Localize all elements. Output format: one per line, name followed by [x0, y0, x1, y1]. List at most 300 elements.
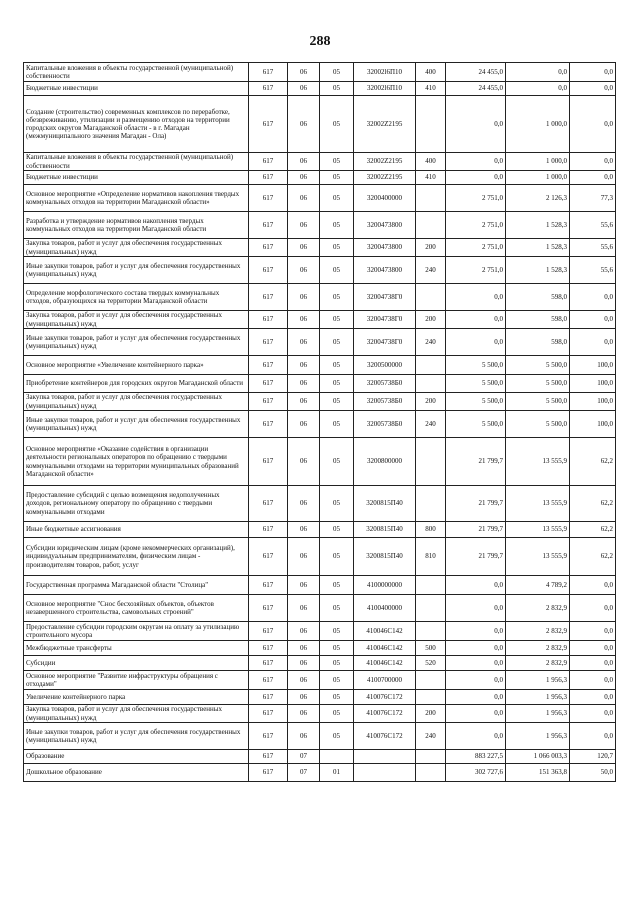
admin-code-cell: 617 — [249, 522, 288, 538]
section-code-cell: 06 — [288, 411, 320, 438]
row-name-cell: Основное мероприятие «Оказание содействия в организации деятельности региональных операторов по обращению с твердыми коммунальными отходами на территории муниципальных образований Магаданской области» — [24, 438, 249, 486]
expense-type-cell: 400 — [416, 63, 446, 82]
fact-amount-cell: 5 500,0 — [506, 356, 570, 375]
table-row — [24, 595, 616, 622]
plan-amount-cell: 5 500,0 — [446, 393, 506, 411]
row-name-cell: Субсидии — [24, 656, 249, 671]
admin-code-cell: 617 — [249, 171, 288, 185]
row-name-cell: Межбюджетные трансферты — [24, 641, 249, 656]
fact-amount-cell: 598,0 — [506, 329, 570, 356]
plan-amount-cell: 883 227,5 — [446, 750, 506, 764]
target-article-cell — [354, 764, 416, 782]
fact-amount-cell: 13 555,9 — [506, 438, 570, 486]
admin-code-cell: 617 — [249, 723, 288, 750]
percent-cell: 0,0 — [570, 723, 616, 750]
target-article-cell: 3200473800 — [354, 239, 416, 257]
expense-type-cell — [416, 212, 446, 239]
target-article-cell: 3200473800 — [354, 212, 416, 239]
fact-amount-cell: 1 956,3 — [506, 723, 570, 750]
table-row — [24, 705, 616, 723]
table-row — [24, 656, 616, 671]
target-article-cell: 32002l6П10 — [354, 82, 416, 96]
percent-cell: 62,2 — [570, 522, 616, 538]
section-code-cell: 06 — [288, 63, 320, 82]
section-code-cell: 06 — [288, 641, 320, 656]
row-name-cell: Предоставление субсидии городским округам на оплату за утилизацию строительного мусора — [24, 622, 249, 641]
fact-amount-cell: 4 789,2 — [506, 576, 570, 595]
admin-code-cell: 617 — [249, 356, 288, 375]
subsection-code-cell: 05 — [320, 63, 354, 82]
target-article-cell: 32002Z2195 — [354, 96, 416, 153]
expense-type-cell: 240 — [416, 723, 446, 750]
plan-amount-cell: 0,0 — [446, 671, 506, 690]
expense-type-cell — [416, 690, 446, 705]
admin-code-cell: 617 — [249, 486, 288, 522]
table-row — [24, 153, 616, 171]
fact-amount-cell: 13 555,9 — [506, 486, 570, 522]
target-article-cell: 32002Z2195 — [354, 171, 416, 185]
section-code-cell: 06 — [288, 393, 320, 411]
subsection-code-cell: 05 — [320, 522, 354, 538]
table-row — [24, 239, 616, 257]
row-name-cell: Иные закупки товаров, работ и услуг для обеспечения государственных (муниципальных) нужд — [24, 257, 249, 284]
percent-cell: 62,2 — [570, 486, 616, 522]
expense-type-cell: 800 — [416, 522, 446, 538]
target-article-cell: 32002Z2195 — [354, 153, 416, 171]
table-row — [24, 438, 616, 486]
section-code-cell: 06 — [288, 375, 320, 393]
row-name-cell: Определение морфологического состава твердых коммунальных отходов, образующихся на территории Магаданской области — [24, 284, 249, 311]
table-row — [24, 257, 616, 284]
subsection-code-cell: 05 — [320, 705, 354, 723]
row-name-cell: Закупка товаров, работ и услуг для обеспечения государственных (муниципальных) нужд — [24, 705, 249, 723]
section-code-cell: 06 — [288, 576, 320, 595]
table-row — [24, 538, 616, 576]
row-name-cell: Основное мероприятие "Снос бесхозяйных объектов, объектов незавершенного строительства, самовольных строений" — [24, 595, 249, 622]
expense-type-cell — [416, 750, 446, 764]
fact-amount-cell: 1 000,0 — [506, 96, 570, 153]
admin-code-cell: 617 — [249, 671, 288, 690]
admin-code-cell: 617 — [249, 257, 288, 284]
target-article-cell: 4100400000 — [354, 595, 416, 622]
subsection-code-cell: 05 — [320, 375, 354, 393]
subsection-code-cell: 05 — [320, 329, 354, 356]
percent-cell: 0,0 — [570, 622, 616, 641]
row-name-cell: Бюджетные инвестиции — [24, 82, 249, 96]
subsection-code-cell: 05 — [320, 641, 354, 656]
row-name-cell: Иные закупки товаров, работ и услуг для обеспечения государственных (муниципальных) нужд — [24, 329, 249, 356]
plan-amount-cell: 0,0 — [446, 622, 506, 641]
plan-amount-cell: 5 500,0 — [446, 411, 506, 438]
row-name-cell: Иные закупки товаров, работ и услуг для обеспечения государственных (муниципальных) нужд — [24, 411, 249, 438]
subsection-code-cell: 05 — [320, 171, 354, 185]
target-article-cell: 410076С172 — [354, 690, 416, 705]
target-article-cell: 410046С142 — [354, 622, 416, 641]
target-article-cell: 32005738Б0 — [354, 375, 416, 393]
fact-amount-cell: 2 832,9 — [506, 622, 570, 641]
percent-cell: 50,0 — [570, 764, 616, 782]
row-name-cell: Увеличение контейнерного парка — [24, 690, 249, 705]
percent-cell: 0,0 — [570, 153, 616, 171]
section-code-cell: 06 — [288, 96, 320, 153]
plan-amount-cell: 5 500,0 — [446, 356, 506, 375]
section-code-cell: 06 — [288, 656, 320, 671]
table-row — [24, 171, 616, 185]
plan-amount-cell: 21 799,7 — [446, 486, 506, 522]
expense-type-cell — [416, 576, 446, 595]
fact-amount-cell: 5 500,0 — [506, 393, 570, 411]
target-article-cell: 4100000000 — [354, 576, 416, 595]
admin-code-cell: 617 — [249, 239, 288, 257]
row-name-cell: Иные бюджетные ассигнования — [24, 522, 249, 538]
table-row — [24, 690, 616, 705]
section-code-cell: 07 — [288, 750, 320, 764]
fact-amount-cell: 13 555,9 — [506, 538, 570, 576]
plan-amount-cell: 2 751,0 — [446, 257, 506, 284]
percent-cell: 0,0 — [570, 656, 616, 671]
table-row — [24, 284, 616, 311]
expense-type-cell: 410 — [416, 82, 446, 96]
admin-code-cell: 617 — [249, 576, 288, 595]
admin-code-cell: 617 — [249, 311, 288, 329]
row-name-cell: Закупка товаров, работ и услуг для обеспечения государственных (муниципальных) нужд — [24, 393, 249, 411]
table-row — [24, 671, 616, 690]
table-row — [24, 723, 616, 750]
fact-amount-cell: 1 528,3 — [506, 257, 570, 284]
target-article-cell — [354, 750, 416, 764]
subsection-code-cell: 05 — [320, 153, 354, 171]
plan-amount-cell: 0,0 — [446, 656, 506, 671]
admin-code-cell: 617 — [249, 96, 288, 153]
plan-amount-cell: 0,0 — [446, 576, 506, 595]
expense-type-cell — [416, 375, 446, 393]
subsection-code-cell: 05 — [320, 538, 354, 576]
expense-type-cell: 240 — [416, 257, 446, 284]
target-article-cell: 4100700000 — [354, 671, 416, 690]
target-article-cell: 3200815П40 — [354, 522, 416, 538]
percent-cell: 0,0 — [570, 329, 616, 356]
plan-amount-cell: 2 751,0 — [446, 239, 506, 257]
plan-amount-cell: 0,0 — [446, 329, 506, 356]
row-name-cell: Создание (строительство) современных комплексов по переработке, обезвреживанию, утилизации и размещению отходов на территории городских округов Магаданской области - в г. Магадан (межмуниципального значения Магадан - Ола) — [24, 96, 249, 153]
percent-cell: 55,6 — [570, 212, 616, 239]
expense-type-cell — [416, 671, 446, 690]
table-row — [24, 576, 616, 595]
table-row — [24, 375, 616, 393]
section-code-cell: 06 — [288, 595, 320, 622]
expense-type-cell: 810 — [416, 538, 446, 576]
subsection-code-cell: 05 — [320, 82, 354, 96]
target-article-cell: 32004738Г0 — [354, 311, 416, 329]
subsection-code-cell: 05 — [320, 96, 354, 153]
fact-amount-cell: 1 956,3 — [506, 671, 570, 690]
subsection-code-cell: 05 — [320, 393, 354, 411]
fact-amount-cell: 2 832,9 — [506, 656, 570, 671]
admin-code-cell: 617 — [249, 705, 288, 723]
section-code-cell: 06 — [288, 438, 320, 486]
row-name-cell: Капитальные вложения в объекты государственной (муниципальной) собственности — [24, 153, 249, 171]
admin-code-cell: 617 — [249, 63, 288, 82]
plan-amount-cell: 0,0 — [446, 641, 506, 656]
plan-amount-cell: 0,0 — [446, 723, 506, 750]
percent-cell: 55,6 — [570, 257, 616, 284]
plan-amount-cell: 0,0 — [446, 690, 506, 705]
fact-amount-cell: 151 363,8 — [506, 764, 570, 782]
row-name-cell: Основное мероприятие "Развитие инфраструктуры обращения с отходами" — [24, 671, 249, 690]
admin-code-cell: 617 — [249, 690, 288, 705]
subsection-code-cell: 05 — [320, 185, 354, 212]
subsection-code-cell: 05 — [320, 239, 354, 257]
row-name-cell: Разработка и утверждение нормативов накопления твердых коммунальных отходов на территории Магаданской области — [24, 212, 249, 239]
admin-code-cell: 617 — [249, 284, 288, 311]
section-code-cell: 06 — [288, 705, 320, 723]
percent-cell: 62,2 — [570, 438, 616, 486]
plan-amount-cell: 0,0 — [446, 311, 506, 329]
percent-cell: 0,0 — [570, 96, 616, 153]
expense-type-cell — [416, 96, 446, 153]
expense-type-cell — [416, 622, 446, 641]
subsection-code-cell: 05 — [320, 671, 354, 690]
fact-amount-cell: 5 500,0 — [506, 411, 570, 438]
admin-code-cell: 617 — [249, 622, 288, 641]
subsection-code-cell: 05 — [320, 656, 354, 671]
table-row — [24, 185, 616, 212]
percent-cell: 0,0 — [570, 82, 616, 96]
plan-amount-cell: 24 455,0 — [446, 63, 506, 82]
table-row — [24, 522, 616, 538]
target-article-cell: 32004738Г0 — [354, 284, 416, 311]
target-article-cell: 32005738Б0 — [354, 411, 416, 438]
section-code-cell: 06 — [288, 212, 320, 239]
expense-type-cell: 200 — [416, 705, 446, 723]
table-row — [24, 82, 616, 96]
table-row — [24, 311, 616, 329]
percent-cell: 0,0 — [570, 690, 616, 705]
percent-cell: 0,0 — [570, 311, 616, 329]
percent-cell: 0,0 — [570, 284, 616, 311]
plan-amount-cell: 0,0 — [446, 705, 506, 723]
table-row — [24, 764, 616, 782]
table-row — [24, 750, 616, 764]
plan-amount-cell: 0,0 — [446, 96, 506, 153]
subsection-code-cell: 05 — [320, 438, 354, 486]
expense-type-cell: 410 — [416, 171, 446, 185]
subsection-code-cell: 05 — [320, 212, 354, 239]
subsection-code-cell: 05 — [320, 595, 354, 622]
plan-amount-cell: 5 500,0 — [446, 375, 506, 393]
target-article-cell: 410046С142 — [354, 641, 416, 656]
row-name-cell: Иные закупки товаров, работ и услуг для обеспечения государственных (муниципальных) нужд — [24, 723, 249, 750]
section-code-cell: 06 — [288, 622, 320, 641]
fact-amount-cell: 2 832,9 — [506, 641, 570, 656]
target-article-cell: 3200815П40 — [354, 538, 416, 576]
section-code-cell: 07 — [288, 764, 320, 782]
plan-amount-cell: 24 455,0 — [446, 82, 506, 96]
plan-amount-cell: 2 751,0 — [446, 212, 506, 239]
table-body — [24, 63, 616, 782]
percent-cell: 55,6 — [570, 239, 616, 257]
percent-cell: 0,0 — [570, 641, 616, 656]
fact-amount-cell: 1 956,3 — [506, 705, 570, 723]
table-row — [24, 641, 616, 656]
section-code-cell: 06 — [288, 171, 320, 185]
fact-amount-cell: 2 126,3 — [506, 185, 570, 212]
section-code-cell: 06 — [288, 723, 320, 750]
section-code-cell: 06 — [288, 153, 320, 171]
row-name-cell: Закупка товаров, работ и услуг для обеспечения государственных (муниципальных) нужд — [24, 311, 249, 329]
row-name-cell: Предоставление субсидий с целью возмещения недополученных доходов, региональному оператору по обращению с твердыми коммунальными отходами — [24, 486, 249, 522]
subsection-code-cell: 05 — [320, 486, 354, 522]
section-code-cell: 06 — [288, 311, 320, 329]
admin-code-cell: 617 — [249, 641, 288, 656]
row-name-cell: Приобретение контейнеров для городских округов Магаданской области — [24, 375, 249, 393]
table-row — [24, 411, 616, 438]
target-article-cell: 32004738Г0 — [354, 329, 416, 356]
expense-type-cell: 240 — [416, 329, 446, 356]
subsection-code-cell: 05 — [320, 257, 354, 284]
target-article-cell: 410046С142 — [354, 656, 416, 671]
fact-amount-cell: 1 528,3 — [506, 212, 570, 239]
fact-amount-cell: 0,0 — [506, 63, 570, 82]
target-article-cell: 3200815П40 — [354, 486, 416, 522]
section-code-cell: 06 — [288, 185, 320, 212]
subsection-code-cell: 01 — [320, 764, 354, 782]
expense-type-cell: 200 — [416, 393, 446, 411]
admin-code-cell: 617 — [249, 212, 288, 239]
subsection-code-cell: 05 — [320, 723, 354, 750]
admin-code-cell: 617 — [249, 656, 288, 671]
row-name-cell: Основное мероприятие «Увеличение контейнерного парка» — [24, 356, 249, 375]
target-article-cell: 3200400000 — [354, 185, 416, 212]
row-name-cell: Образование — [24, 750, 249, 764]
table-row — [24, 622, 616, 641]
row-name-cell: Закупка товаров, работ и услуг для обеспечения государственных (муниципальных) нужд — [24, 239, 249, 257]
admin-code-cell: 617 — [249, 595, 288, 622]
fact-amount-cell: 1 956,3 — [506, 690, 570, 705]
admin-code-cell: 617 — [249, 764, 288, 782]
subsection-code-cell: 05 — [320, 411, 354, 438]
row-name-cell: Субсидии юридическим лицам (кроме некоммерческих организаций), индивидуальным предпринимателям, физическим лицам - производителям товаров, работ, услуг — [24, 538, 249, 576]
expense-type-cell: 200 — [416, 311, 446, 329]
expense-type-cell: 240 — [416, 411, 446, 438]
table-row — [24, 356, 616, 375]
section-code-cell: 06 — [288, 257, 320, 284]
table-row — [24, 486, 616, 522]
target-article-cell: 3200500000 — [354, 356, 416, 375]
expense-type-cell — [416, 595, 446, 622]
section-code-cell: 06 — [288, 538, 320, 576]
expense-type-cell: 520 — [416, 656, 446, 671]
section-code-cell: 06 — [288, 356, 320, 375]
plan-amount-cell: 0,0 — [446, 595, 506, 622]
expense-type-cell — [416, 486, 446, 522]
percent-cell: 77,3 — [570, 185, 616, 212]
target-article-cell: 32002l6П10 — [354, 63, 416, 82]
admin-code-cell: 617 — [249, 393, 288, 411]
percent-cell: 0,0 — [570, 576, 616, 595]
admin-code-cell: 617 — [249, 82, 288, 96]
row-name-cell: Основное мероприятие «Определение нормативов накопления твердых коммунальных отходов на территории Магаданской области» — [24, 185, 249, 212]
page-number: 288 — [309, 34, 331, 49]
percent-cell: 100,0 — [570, 411, 616, 438]
table-row — [24, 393, 616, 411]
admin-code-cell: 617 — [249, 438, 288, 486]
subsection-code-cell — [320, 750, 354, 764]
percent-cell: 62,2 — [570, 538, 616, 576]
expense-type-cell — [416, 438, 446, 486]
target-article-cell: 32005738Б0 — [354, 393, 416, 411]
table-row — [24, 96, 616, 153]
budget-table — [23, 62, 616, 782]
percent-cell: 0,0 — [570, 171, 616, 185]
target-article-cell: 410076С172 — [354, 723, 416, 750]
table-row — [24, 329, 616, 356]
target-article-cell: 3200800000 — [354, 438, 416, 486]
table-row — [24, 212, 616, 239]
admin-code-cell: 617 — [249, 375, 288, 393]
plan-amount-cell: 0,0 — [446, 153, 506, 171]
admin-code-cell: 617 — [249, 538, 288, 576]
plan-amount-cell: 0,0 — [446, 284, 506, 311]
fact-amount-cell: 0,0 — [506, 82, 570, 96]
expense-type-cell — [416, 185, 446, 212]
target-article-cell: 3200473800 — [354, 257, 416, 284]
section-code-cell: 06 — [288, 82, 320, 96]
fact-amount-cell: 598,0 — [506, 284, 570, 311]
fact-amount-cell: 1 528,3 — [506, 239, 570, 257]
row-name-cell: Бюджетные инвестиции — [24, 171, 249, 185]
plan-amount-cell: 21 799,7 — [446, 438, 506, 486]
plan-amount-cell: 2 751,0 — [446, 185, 506, 212]
section-code-cell: 06 — [288, 284, 320, 311]
section-code-cell: 06 — [288, 239, 320, 257]
subsection-code-cell: 05 — [320, 576, 354, 595]
section-code-cell: 06 — [288, 671, 320, 690]
row-name-cell: Капитальные вложения в объекты государственной (муниципальной) собственности — [24, 63, 249, 82]
admin-code-cell: 617 — [249, 411, 288, 438]
expense-type-cell: 400 — [416, 153, 446, 171]
admin-code-cell: 617 — [249, 185, 288, 212]
percent-cell: 0,0 — [570, 671, 616, 690]
admin-code-cell: 617 — [249, 329, 288, 356]
target-article-cell: 410076С172 — [354, 705, 416, 723]
subsection-code-cell: 05 — [320, 284, 354, 311]
plan-amount-cell: 21 799,7 — [446, 522, 506, 538]
fact-amount-cell: 5 500,0 — [506, 375, 570, 393]
percent-cell: 0,0 — [570, 705, 616, 723]
row-name-cell: Государственная программа Магаданской области "Столица" — [24, 576, 249, 595]
subsection-code-cell: 05 — [320, 311, 354, 329]
percent-cell: 120,7 — [570, 750, 616, 764]
admin-code-cell: 617 — [249, 153, 288, 171]
fact-amount-cell: 2 832,9 — [506, 595, 570, 622]
plan-amount-cell: 302 727,6 — [446, 764, 506, 782]
subsection-code-cell: 05 — [320, 356, 354, 375]
section-code-cell: 06 — [288, 486, 320, 522]
expense-type-cell: 500 — [416, 641, 446, 656]
percent-cell: 100,0 — [570, 356, 616, 375]
fact-amount-cell: 598,0 — [506, 311, 570, 329]
fact-amount-cell: 13 555,9 — [506, 522, 570, 538]
table-row — [24, 63, 616, 82]
percent-cell: 0,0 — [570, 595, 616, 622]
expense-type-cell — [416, 764, 446, 782]
section-code-cell: 06 — [288, 522, 320, 538]
fact-amount-cell: 1 000,0 — [506, 171, 570, 185]
expense-type-cell: 200 — [416, 239, 446, 257]
percent-cell: 0,0 — [570, 63, 616, 82]
percent-cell: 100,0 — [570, 393, 616, 411]
